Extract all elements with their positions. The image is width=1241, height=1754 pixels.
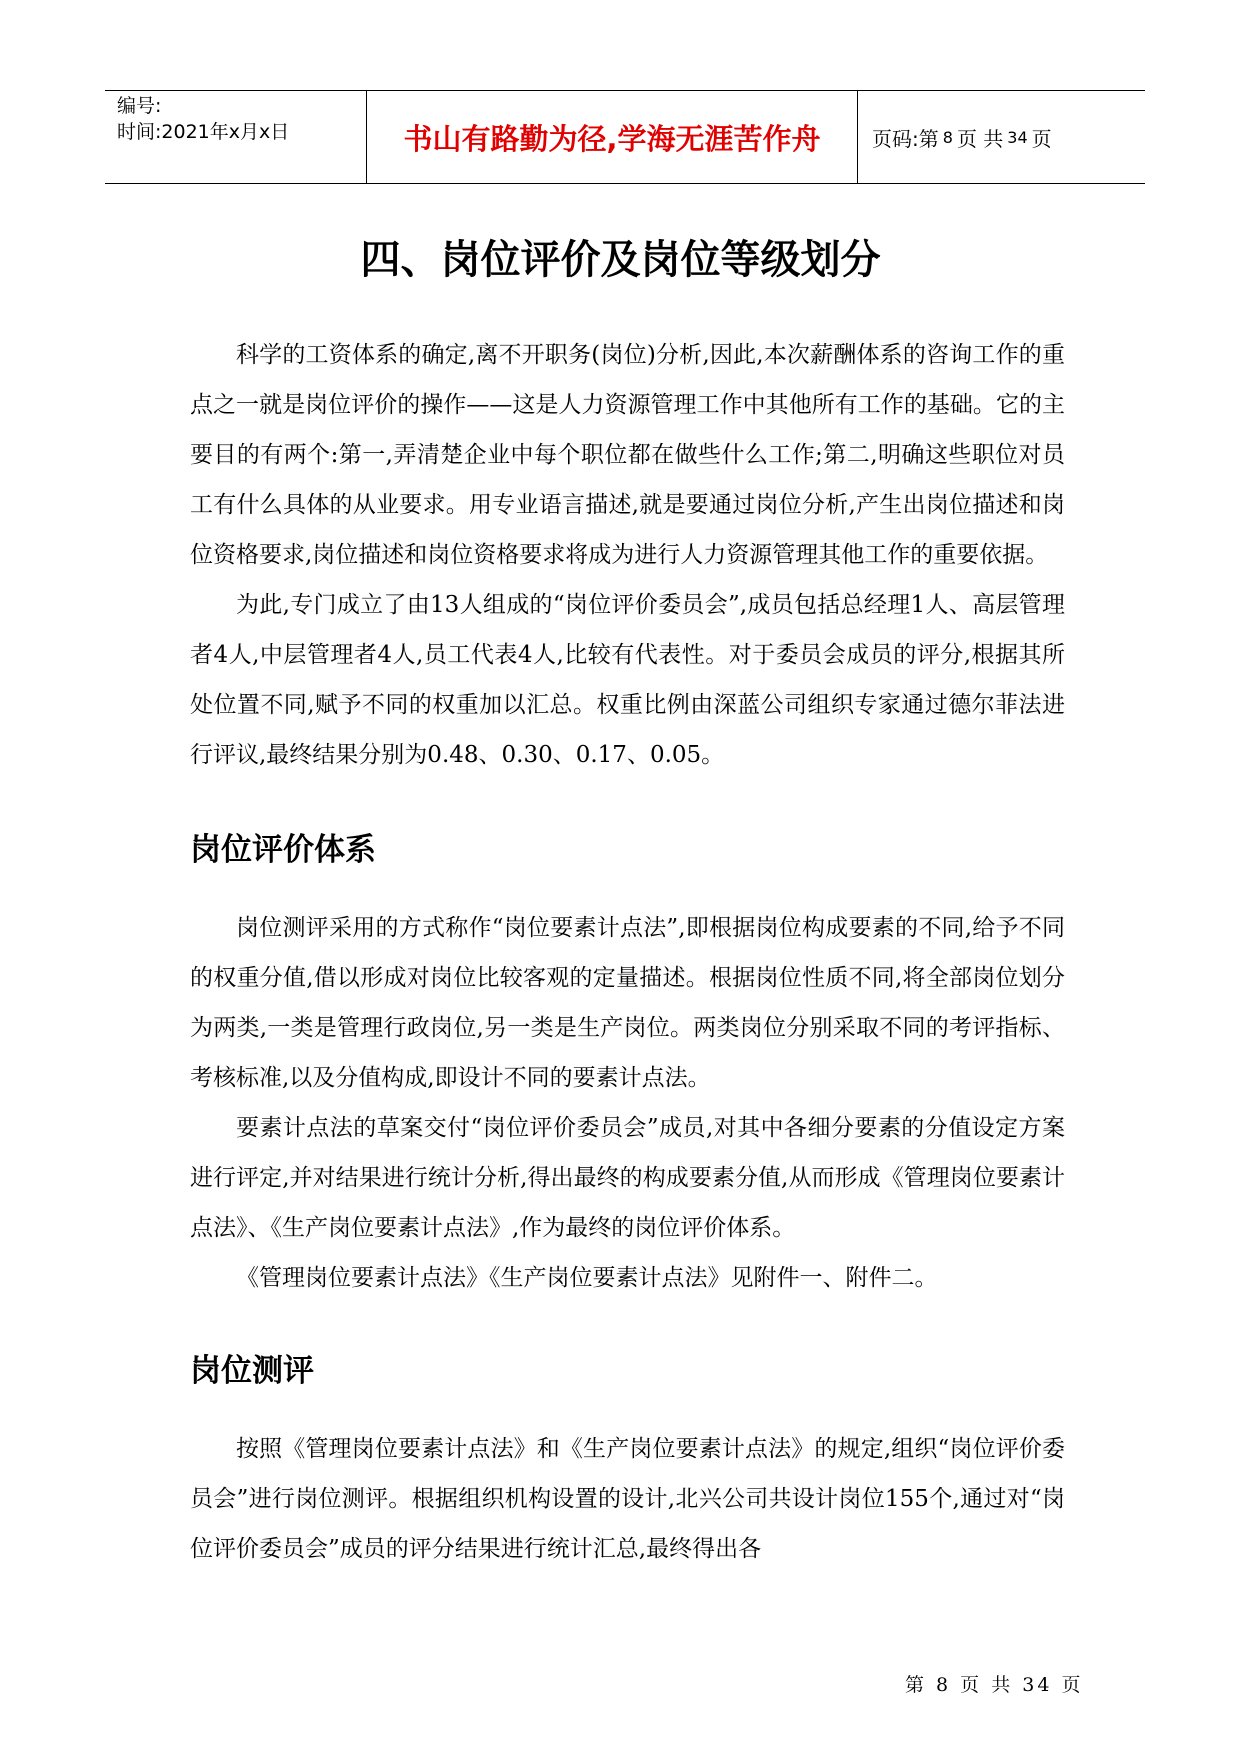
intro-paragraph: 为此,专门成立了由13人组成的“岗位评价委员会”,成员包括总经理1人、高层管理者4人,中层管理者4人,员工代表4人,比较有代表性。对于委员会成员的评分,根据其所处位置不同,赋予不同的权重加以汇总。权重比例由深蓝公司组织专家通过德尔菲法进行评议,最终结果分别为0.48、0.30、0.17、0.05。: [190, 592, 1065, 768]
section-paragraph: 按照《管理岗位要素计点法》和《生产岗位要素计点法》的规定,组织“岗位评价委员会”进行岗位测评。根据组织机构设置的设计,北兴公司共设计岗位155个,通过对“岗位评价委员会”成员的评分结果进行统计汇总,最终得出各: [190, 1436, 1065, 1562]
section-heading-job-assessment: 岗位测评: [190, 1353, 314, 1389]
section-paragraph: 要素计点法的草案交付“岗位评价委员会”成员,对其中各细分要素的分值设定方案进行评定,并对结果进行统计分析,得出最终的构成要素分值,从而形成《管理岗位要素计点法》、《生产岗位要素计点法》,作为最终的岗位评价体系。: [190, 1115, 1065, 1241]
section-paragraph: 岗位测评采用的方式称作“岗位要素计点法”,即根据岗位构成要素的不同,给予不同的权重分值,借以形成对岗位比较客观的定量描述。根据岗位性质不同,将全部岗位划分为两类,一类是管理行政岗位,另一类是生产岗位。两类岗位分别采取不同的考评指标、考核标准,以及分值构成,即设计不同的要素计点法。: [190, 915, 1065, 1091]
section-paragraph: 《管理岗位要素计点法》《生产岗位要素计点法》见附件一、附件二。: [236, 1265, 938, 1291]
intro-paragraph: 科学的工资体系的确定,离不开职务(岗位)分析,因此,本次薪酬体系的咨询工作的重点之一就是岗位评价的操作——这是人力资源管理工作中其他所有工作的基础。它的主要目的有两个:第一,弄清楚企业中每个职位都在做些什么工作;第二,明确这些职位对员工有什么具体的从业要求。用专业语言描述,就是要通过岗位分析,产生出岗位描述和岗位资格要求,岗位描述和岗位资格要求将成为进行人力资源管理其他工作的重要依据。: [190, 342, 1065, 568]
page-current: 8: [942, 127, 953, 147]
header-motto: 书山有路勤为径,学海无涯苦作舟: [367, 91, 858, 183]
time-label: 时间:2021年x月x日: [117, 121, 290, 143]
page-title: 四、岗位评价及岗位等级划分: [360, 237, 881, 283]
page-prefix: 页码:第: [872, 126, 939, 151]
page-total: 34: [1007, 127, 1028, 147]
page-suffix: 页: [1031, 126, 1052, 151]
page-header: [105, 90, 1145, 184]
section-heading-evaluation-system: 岗位评价体系: [190, 832, 376, 868]
header-page-number: [858, 91, 1145, 183]
page-middle: 页 共: [956, 126, 1004, 151]
number-label: 编号:: [117, 95, 162, 117]
document-body: [190, 330, 1065, 1574]
page-footer: 第 8 页 共 34 页: [905, 1674, 1084, 1696]
header-meta: [105, 91, 367, 183]
